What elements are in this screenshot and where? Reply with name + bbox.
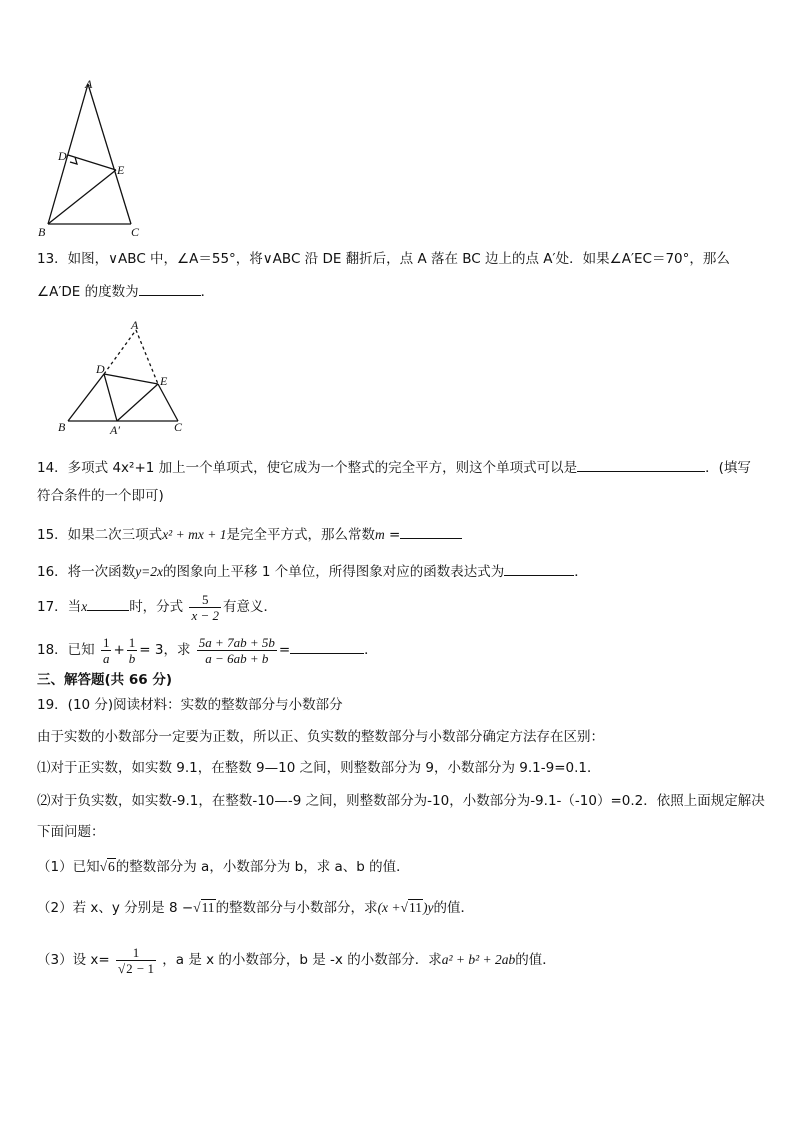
question-19-para3: ⑵对于负实数，如实数-9.1，在整数-10—-9 之间，则整数部分为-10，小数部分为-9.1-（-10）=0.2．依照上面规定解决: [37, 793, 765, 809]
question-19-sub1: （1）已知√6的整数部分为 a，小数部分为 b，求 a、b 的值．: [37, 859, 410, 875]
question-19-sub2: （2）若 x、y 分别是 8 −√11的整数部分与小数部分，求(x +√11)y的值．: [37, 900, 474, 916]
question-17: 17．当x 时，分式 $\frac{5}{x - 2}$ 有意义．: [37, 591, 278, 623]
question-13-line1: 13．如图，∨ABC 中，∠A＝55°，将∨ABC 沿 DE 翻折后，点 A 落在 BC 边上的点 A′处．如果∠A′EC＝70°，那么: [37, 251, 730, 267]
q18-fraction-expr: $\frac{5a + 7ab + 5b}{a - 6ab + b}$: [198, 634, 275, 666]
answer-blank-13[interactable]: [139, 281, 201, 296]
q17-fraction: $\frac{5}{x - 2}$: [191, 591, 220, 623]
question-13-line2: ∠A′DE 的度数为 ．: [37, 281, 214, 302]
answer-blank-16[interactable]: [504, 561, 574, 576]
fig2-label-A: A: [131, 318, 139, 332]
triangle-figure-1: [30, 76, 150, 238]
question-19-para1: 由于实数的小数部分一定要为正数，所以正、负实数的整数部分与小数部分确定方法存在区别：: [37, 729, 604, 745]
question-16: 16．将一次函数y=2x的图象向上平移 1 个单位，所得图象对应的函数表达式为 ．: [37, 561, 588, 582]
question-14-line1: 14．多项式 4x²+1 加上一个单项式，使它成为一个整式的完全平方，则这个单项式可以是 ．(填写: [37, 457, 751, 478]
fig2-label-B: B: [58, 420, 66, 434]
fig1-label-D: D: [58, 149, 67, 163]
question-19-sub3: （3）设 x= $\frac{1}{√2 - 1}$ ，a 是 x 的小数部分，b 是 -x 的小数部分．求a² + b² + 2ab的值．: [37, 944, 556, 976]
answer-blank-17[interactable]: [87, 596, 129, 611]
fig1-label-A: A: [85, 77, 93, 91]
question-18: 18．已知 $\frac{1}{a}$ + $\frac{1}{b}$ = 3，求 $\frac{5a + 7ab + 5b}{a - 6ab + b}$ = ．: [37, 634, 378, 666]
fig1-label-E: E: [117, 163, 125, 177]
question-19-para2: ⑴对于正实数，如实数 9.1，在整数 9—10 之间，则整数部分为 9，小数部分为 9.1-9=0.1．: [37, 760, 601, 776]
q18-fraction-1b: $\frac{1}{b}$: [128, 634, 136, 666]
q18-fraction-1a: $\frac{1}{a}$: [102, 634, 110, 666]
answer-blank-15[interactable]: [400, 524, 462, 539]
question-14-line2: 符合条件的一个即可): [37, 488, 164, 504]
answer-blank-14[interactable]: [577, 457, 705, 472]
question-19-para4: 下面问题：: [37, 824, 105, 840]
question-19-title: 19．(10 分)阅读材料：实数的整数部分与小数部分: [37, 697, 343, 713]
q19-fraction: $\frac{1}{√2 - 1}$: [117, 944, 154, 976]
triangle-figure-2: [50, 316, 200, 438]
fig2-label-C: C: [174, 420, 183, 434]
fig2-label-E: E: [160, 374, 168, 388]
fig1-label-C: C: [131, 225, 140, 238]
fig1-label-B: B: [38, 225, 46, 238]
fig2-label-D: D: [96, 362, 105, 376]
answer-blank-18[interactable]: [290, 639, 364, 654]
question-15: 15．如果二次三项式x² + mx + 1是完全平方式，那么常数m =: [37, 524, 462, 545]
section-heading-3: 三、解答题(共 66 分): [37, 672, 173, 688]
q15-expression: x² + mx + 1: [162, 527, 227, 542]
fig2-label-A-prime: A′: [110, 423, 120, 437]
